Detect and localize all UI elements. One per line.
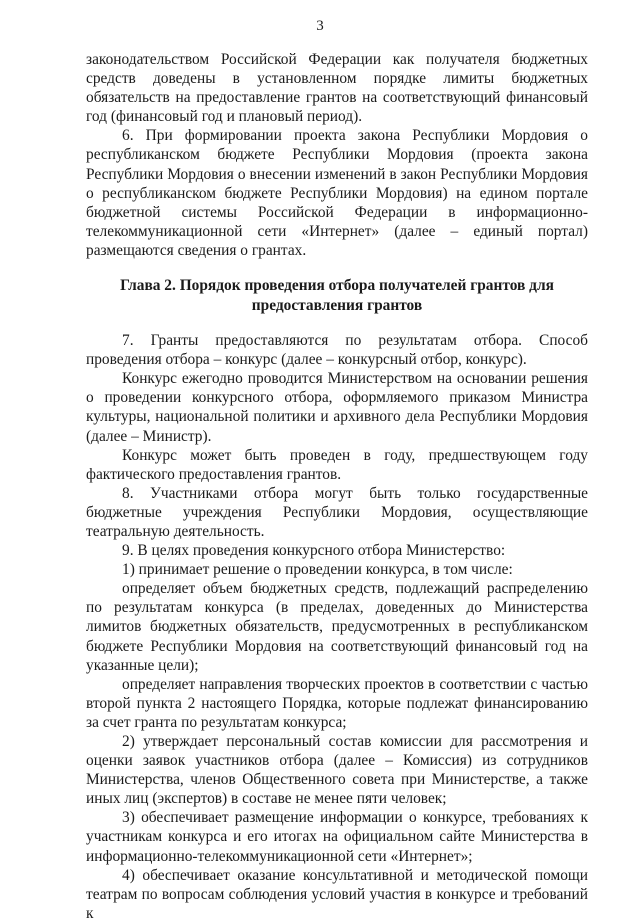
chapter-heading xyxy=(86,276,588,315)
chapter-heading-line-1: Глава 2. Порядок проведения отбора получателей грантов для xyxy=(120,277,554,295)
paragraph-9: 9. В целях проведения конкурсного отбора Министерство: xyxy=(122,542,506,560)
paragraph-continuation: законодательством Российской Федерации как получателя бюджетных средств доведены в установленном порядке лимиты бюджетных обязательств на предоставление грантов на соответствующий финансовый год (финансовый год и плановый период). xyxy=(86,51,588,126)
paragraph-9-item-1-budget: определяет объем бюджетных средств, подлежащий распределению по результатам конкурса (в пределах, доведенных до Министерства лимитов бюджетных обязательств, предусмотренных в республиканском бюджете Республики Мордовия на соответствующий финансовый год на указанные цели); xyxy=(86,580,588,674)
paragraph-9-item-3: 3) обеспечивает размещение информации о конкурсе, требованиях к участникам конкурса и его итогах на официальном сайте Министерства в информационно-телекоммуникационной сети «Интернет»; xyxy=(86,809,588,865)
page-number: 3 xyxy=(316,18,324,34)
chapter-heading-line-2: предоставления грантов xyxy=(251,296,423,314)
paragraph-9-item-2: 2) утверждает персональный состав комиссии для рассмотрения и оценки заявок участников отбора (далее – Комиссия) из сотрудников Министерства, членов Общественного совета при Министерстве, а также иных лиц (экспертов) в составе не менее пяти человек; xyxy=(86,733,588,808)
paragraph-7: 7. Гранты предоставляются по результатам отбора. Способ проведения отбора – конкурс (далее – конкурсный отбор, конкурс). xyxy=(86,332,588,369)
paragraph-9-item-4: 4) обеспечивает оказание консультативной и методической помощи театрам по вопросам соблюдения условий участия в конкурсе и требований к xyxy=(86,866,588,922)
paragraph-contest-year: Конкурс может быть проведен в году, предшествующем году фактического предоставления грантов. xyxy=(86,446,588,483)
paragraph-8: 8. Участниками отбора могут быть только государственные бюджетные учреждения Республики Мордовия, осуществляющие театральную деятельность. xyxy=(86,484,588,540)
paragraph-9-item-1-directions: определяет направления творческих проектов в соответствии с частью второй пункта 2 настоящего Порядка, которые подлежат финансированию за счет гранта по результатам конкурса; xyxy=(86,675,588,731)
paragraph-contest-held: Конкурс ежегодно проводится Министерством на основании решения о проведении конкурсного отбора, оформляемого приказом Министра культуры, национальной политики и архивного дела Республики Мордовия (далее – Министр). xyxy=(86,370,588,445)
paragraph-9-item-1: 1) принимает решение о проведении конкурса, в том числе: xyxy=(122,561,513,579)
paragraph-6: 6. При формировании проекта закона Республики Мордовия о республиканском бюджете Республики Мордовия (проекта закона Республики Мордовия о внесении изменений в закон Республики Мордовия о республиканском бюджете Республики Мордовия) на едином портале бюджетной системы Российской Федерации в информационно-телекоммуникационной сети «Интернет» (далее – единый портал) размещаются сведения о грантах. xyxy=(86,127,588,259)
document-body xyxy=(86,50,588,923)
